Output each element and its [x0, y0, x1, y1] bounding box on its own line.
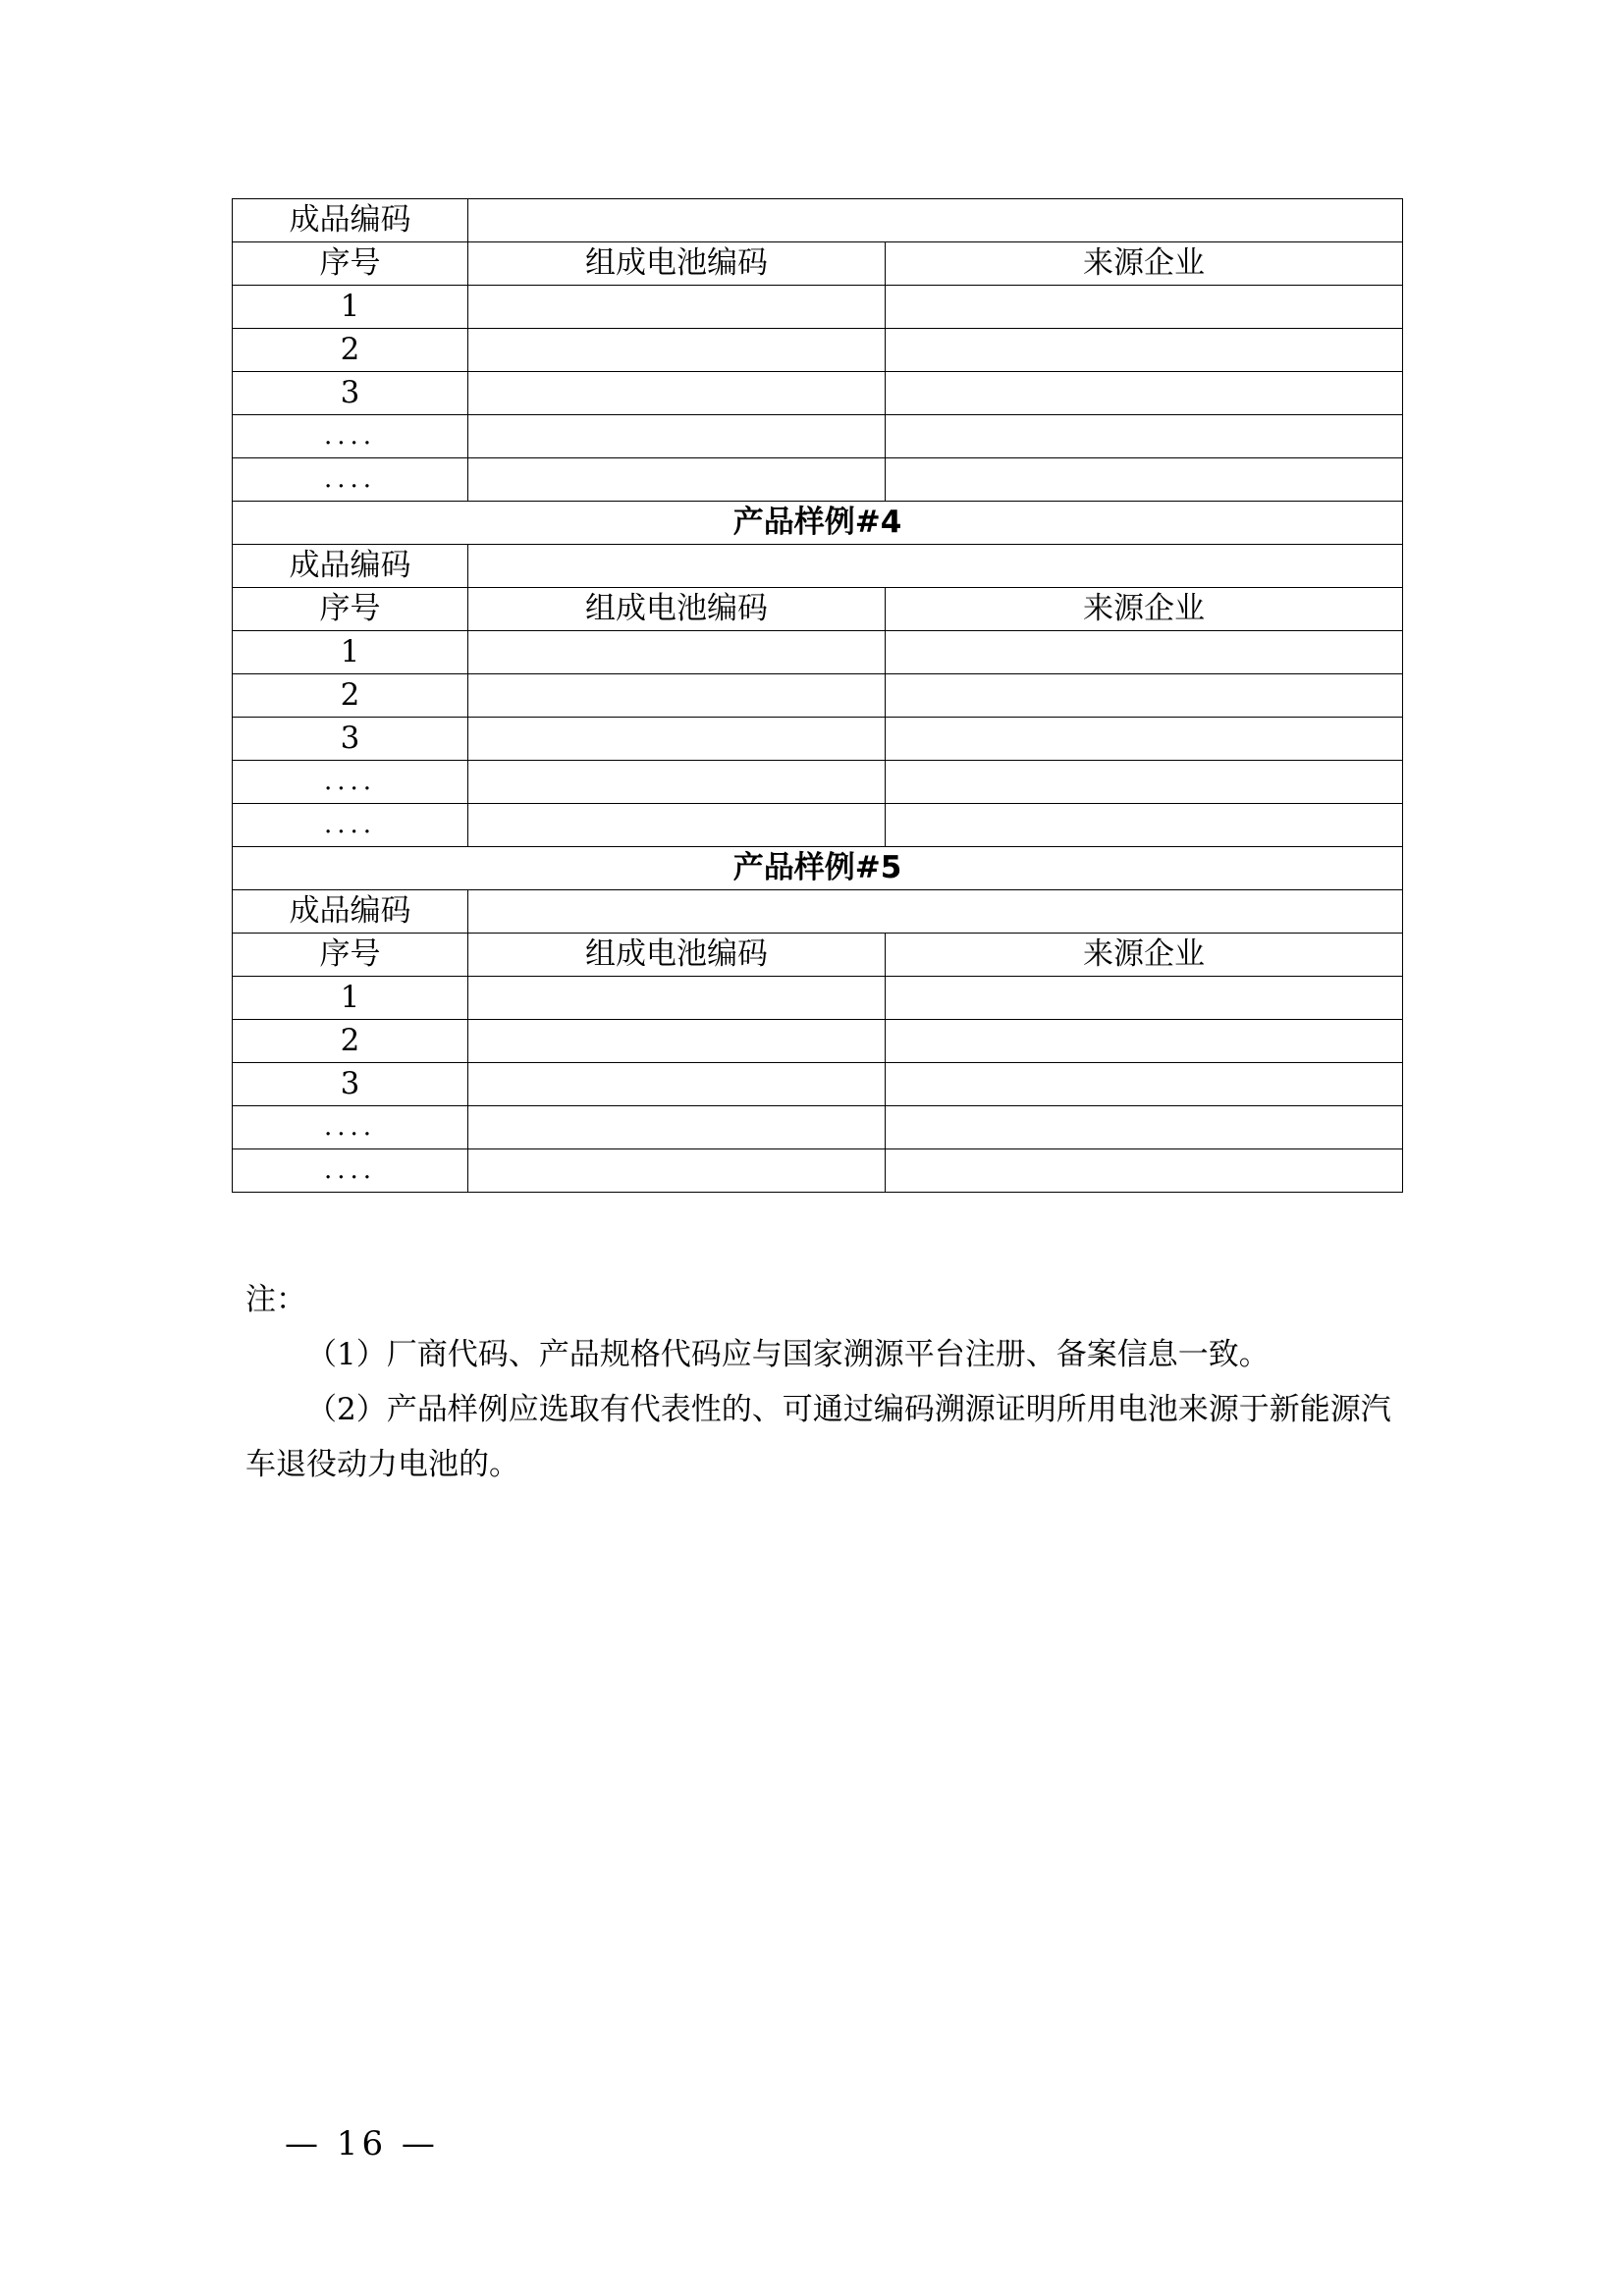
- seq-cell: ....: [233, 804, 468, 847]
- sample-title-row: [233, 847, 1403, 890]
- seq-cell: 3: [233, 1063, 468, 1106]
- product-code-row: [233, 545, 1403, 588]
- source-company-cell: [886, 761, 1403, 804]
- seq-cell: ....: [233, 761, 468, 804]
- source-company-cell: [886, 674, 1403, 718]
- source-company-cell: [886, 1020, 1403, 1063]
- product-code-row: [233, 199, 1403, 242]
- seq-cell: ....: [233, 1106, 468, 1149]
- table-row: [233, 631, 1403, 674]
- table-row: [233, 372, 1403, 415]
- seq-cell: 2: [233, 674, 468, 718]
- sample-title: 产品样例#4: [233, 502, 1403, 545]
- seq-header: 序号: [233, 242, 468, 286]
- product-sample-table: [232, 198, 1403, 1193]
- sample-title-row: [233, 502, 1403, 545]
- battery-code-header: 组成电池编码: [468, 242, 886, 286]
- table-header-row: [233, 588, 1403, 631]
- seq-cell: ....: [233, 415, 468, 458]
- seq-cell: 1: [233, 631, 468, 674]
- table-row: [233, 977, 1403, 1020]
- table-row: [233, 674, 1403, 718]
- seq-header: 序号: [233, 588, 468, 631]
- source-company-cell: [886, 1063, 1403, 1106]
- source-company-cell: [886, 415, 1403, 458]
- table-header-row: [233, 242, 1403, 286]
- seq-cell: 3: [233, 718, 468, 761]
- table-row: [233, 718, 1403, 761]
- source-company-header: 来源企业: [886, 934, 1403, 977]
- battery-code-cell: [468, 329, 886, 372]
- battery-code-cell: [468, 804, 886, 847]
- product-code-value-cell: [468, 890, 1403, 934]
- seq-cell: 2: [233, 329, 468, 372]
- note-item: （2）产品样例应选取有代表性的、可通过编码溯源证明所用电池来源于新能源汽车退役动力电池的。: [245, 1392, 1391, 1482]
- source-company-header: 来源企业: [886, 588, 1403, 631]
- product-code-label: 成品编码: [233, 199, 468, 242]
- table-row: [233, 1020, 1403, 1063]
- product-code-value-cell: [468, 199, 1403, 242]
- table-row: [233, 1149, 1403, 1193]
- battery-code-header: 组成电池编码: [468, 934, 886, 977]
- source-company-cell: [886, 1149, 1403, 1193]
- battery-code-cell: [468, 415, 886, 458]
- page-number: — 16 —: [285, 2124, 439, 2163]
- table-row: [233, 329, 1403, 372]
- table-row: [233, 1063, 1403, 1106]
- source-company-cell: [886, 329, 1403, 372]
- source-company-header: 来源企业: [886, 242, 1403, 286]
- product-code-value-cell: [468, 545, 1403, 588]
- source-company-cell: [886, 286, 1403, 329]
- product-code-label: 成品编码: [233, 890, 468, 934]
- source-company-cell: [886, 458, 1403, 502]
- table-row: [233, 1106, 1403, 1149]
- source-company-cell: [886, 631, 1403, 674]
- table-row: [233, 761, 1403, 804]
- battery-code-cell: [468, 372, 886, 415]
- seq-cell: ....: [233, 458, 468, 502]
- seq-cell: ....: [233, 1149, 468, 1193]
- sample-table-container: [232, 198, 1402, 1193]
- source-company-cell: [886, 372, 1403, 415]
- source-company-cell: [886, 804, 1403, 847]
- battery-code-cell: [468, 458, 886, 502]
- notes-heading: 注：: [245, 1282, 306, 1317]
- battery-code-cell: [468, 1063, 886, 1106]
- battery-code-cell: [468, 1020, 886, 1063]
- battery-code-cell: [468, 1106, 886, 1149]
- table-row: [233, 458, 1403, 502]
- notes-section: [245, 1272, 1404, 1492]
- table-row: [233, 415, 1403, 458]
- source-company-cell: [886, 977, 1403, 1020]
- battery-code-cell: [468, 761, 886, 804]
- table-header-row: [233, 934, 1403, 977]
- battery-code-cell: [468, 977, 886, 1020]
- seq-cell: 1: [233, 286, 468, 329]
- battery-code-cell: [468, 674, 886, 718]
- product-code-label: 成品编码: [233, 545, 468, 588]
- battery-code-cell: [468, 1149, 886, 1193]
- battery-code-cell: [468, 718, 886, 761]
- seq-header: 序号: [233, 934, 468, 977]
- battery-code-header: 组成电池编码: [468, 588, 886, 631]
- product-code-row: [233, 890, 1403, 934]
- table-row: [233, 804, 1403, 847]
- seq-cell: 2: [233, 1020, 468, 1063]
- source-company-cell: [886, 718, 1403, 761]
- seq-cell: 3: [233, 372, 468, 415]
- battery-code-cell: [468, 286, 886, 329]
- sample-title: 产品样例#5: [233, 847, 1403, 890]
- table-row: [233, 286, 1403, 329]
- battery-code-cell: [468, 631, 886, 674]
- seq-cell: 1: [233, 977, 468, 1020]
- note-item: （1）厂商代码、产品规格代码应与国家溯源平台注册、备案信息一致。: [306, 1337, 1270, 1372]
- source-company-cell: [886, 1106, 1403, 1149]
